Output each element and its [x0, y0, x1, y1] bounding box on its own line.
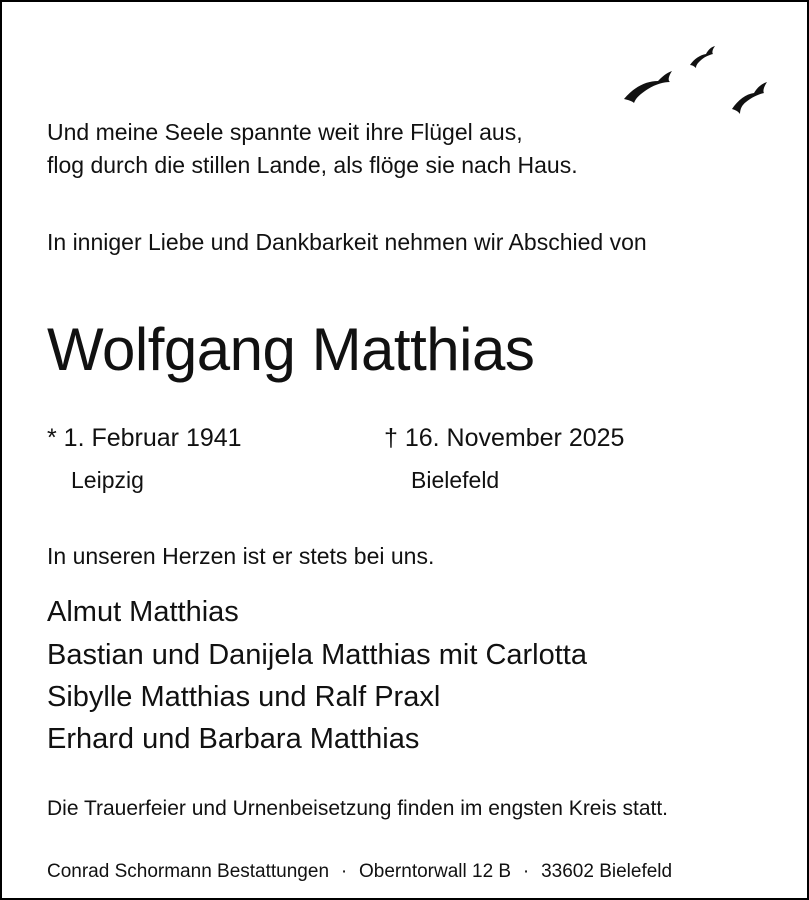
poem-line-1: Und meine Seele spannte weit ihre Flügel aus,: [47, 119, 523, 145]
death-place: Bielefeld: [411, 467, 500, 493]
funeral-notice: Die Trauerfeier und Urnenbeisetzung finden im engsten Kreis statt.: [47, 797, 669, 820]
funeral-home-city: 33602 Bielefeld: [541, 861, 673, 882]
remembrance-text: In unseren Herzen ist er stets bei uns.: [47, 543, 435, 569]
bird-icon: [732, 82, 767, 114]
funeral-home-name: Conrad Schormann Bestattungen: [47, 861, 330, 882]
mourner-name: Bastian und Danijela Matthias mit Carlotta: [47, 639, 587, 671]
poem-line-2: flog durch die stillen Lande, als flöge sie nach Haus.: [47, 152, 578, 178]
footer-separator: ·: [340, 861, 348, 882]
footer-separator: ·: [522, 861, 530, 882]
flying-birds-icon: [612, 37, 782, 122]
mourner-name: Almut Matthias: [47, 596, 239, 628]
funeral-home-street: Oberntorwall 12 B: [359, 861, 512, 882]
bird-icon: [690, 46, 715, 68]
deceased-name: Wolfgang Matthias: [47, 316, 535, 383]
birth-date: * 1. Februar 1941: [47, 424, 242, 452]
funeral-home-footer: [47, 862, 672, 881]
birth-place: Leipzig: [71, 467, 144, 493]
mourner-name: Sibylle Matthias und Ralf Praxl: [47, 681, 441, 713]
bird-icon: [624, 71, 672, 103]
mourner-name: Erhard und Barbara Matthias: [47, 723, 420, 755]
intro-text: In inniger Liebe und Dankbarkeit nehmen wir Abschied von: [47, 229, 647, 255]
death-date: † 16. November 2025: [384, 424, 625, 452]
